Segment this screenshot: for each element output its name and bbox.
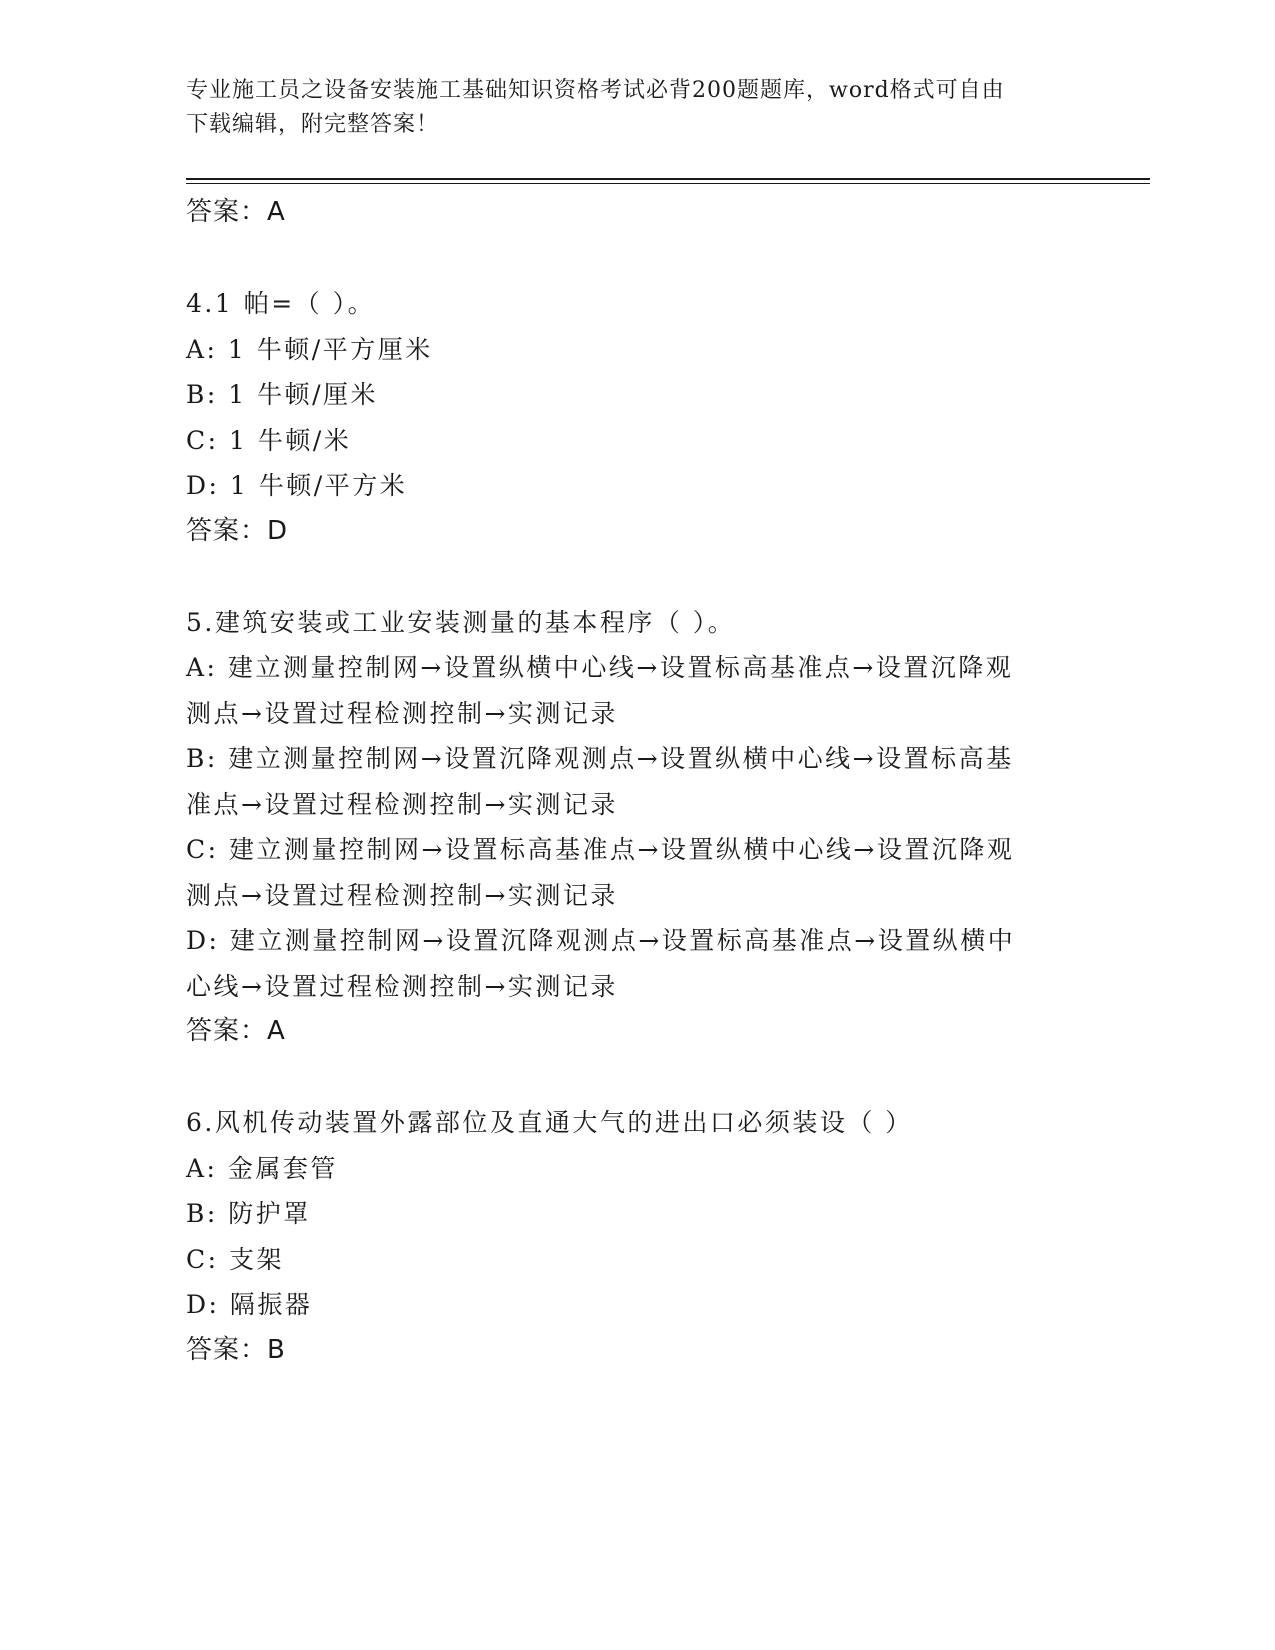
option-line: D: 1 牛顿/平方米 [186,471,408,500]
option-line: 测点→设置过程检测控制→实测记录 [186,880,618,910]
answer-line: 答案：D [186,515,289,546]
header-divider [186,178,1150,180]
answer-line: 答案：A [186,1016,286,1046]
option-line: C: 1 牛顿/米 [186,425,352,455]
answer-line: 答案：B [186,1334,286,1365]
option-line: B: 1 牛顿/厘米 [186,380,379,409]
spacer [186,554,1086,600]
option-line: B: 防护罩 [186,1199,311,1228]
option-line: C: 支架 [186,1244,284,1274]
spacer [186,1055,1086,1101]
header-line-2: 下载编辑，附完整答案！ [186,112,440,137]
header-line-1: 专业施工员之设备安装施工基础知识资格考试必背200题题库，word格式可自由 [186,78,1005,103]
question-list [186,190,1086,1373]
option-line: A: 建立测量控制网→设置纵横中心线→设置标高基准点→设置沉降观 [186,653,1014,682]
option-line: D: 隔振器 [186,1290,313,1319]
option-line: C: 建立测量控制网→设置标高基准点→设置纵横中心线→设置沉降观 [186,835,1015,864]
option-line: 准点→设置过程检测控制→实测记录 [186,789,618,819]
option-line: 心线→设置过程检测控制→实测记录 [186,971,618,1001]
document-header [186,74,1066,142]
option-line: 测点→设置过程检测控制→实测记录 [186,698,618,728]
question-stem: 6.风机传动装置外露部位及直通大气的进出口必须装设（ ） [186,1108,913,1137]
option-line: D: 建立测量控制网→设置沉降观测点→设置标高基准点→设置纵横中 [186,926,1016,955]
question-stem: 4.1 帕=（ ）。 [186,289,376,318]
option-line: A: 1 牛顿/平方厘米 [186,334,433,364]
question-stem: 5.建筑安装或工业安装测量的基本程序（ ）。 [186,607,736,637]
header-divider-thin [186,183,1150,184]
spacer [186,236,1086,282]
option-line: B: 建立测量控制网→设置沉降观测点→设置纵横中心线→设置标高基 [186,744,1014,773]
option-line: A: 金属套管 [186,1153,338,1183]
answer-line: 答案：A [186,197,286,227]
